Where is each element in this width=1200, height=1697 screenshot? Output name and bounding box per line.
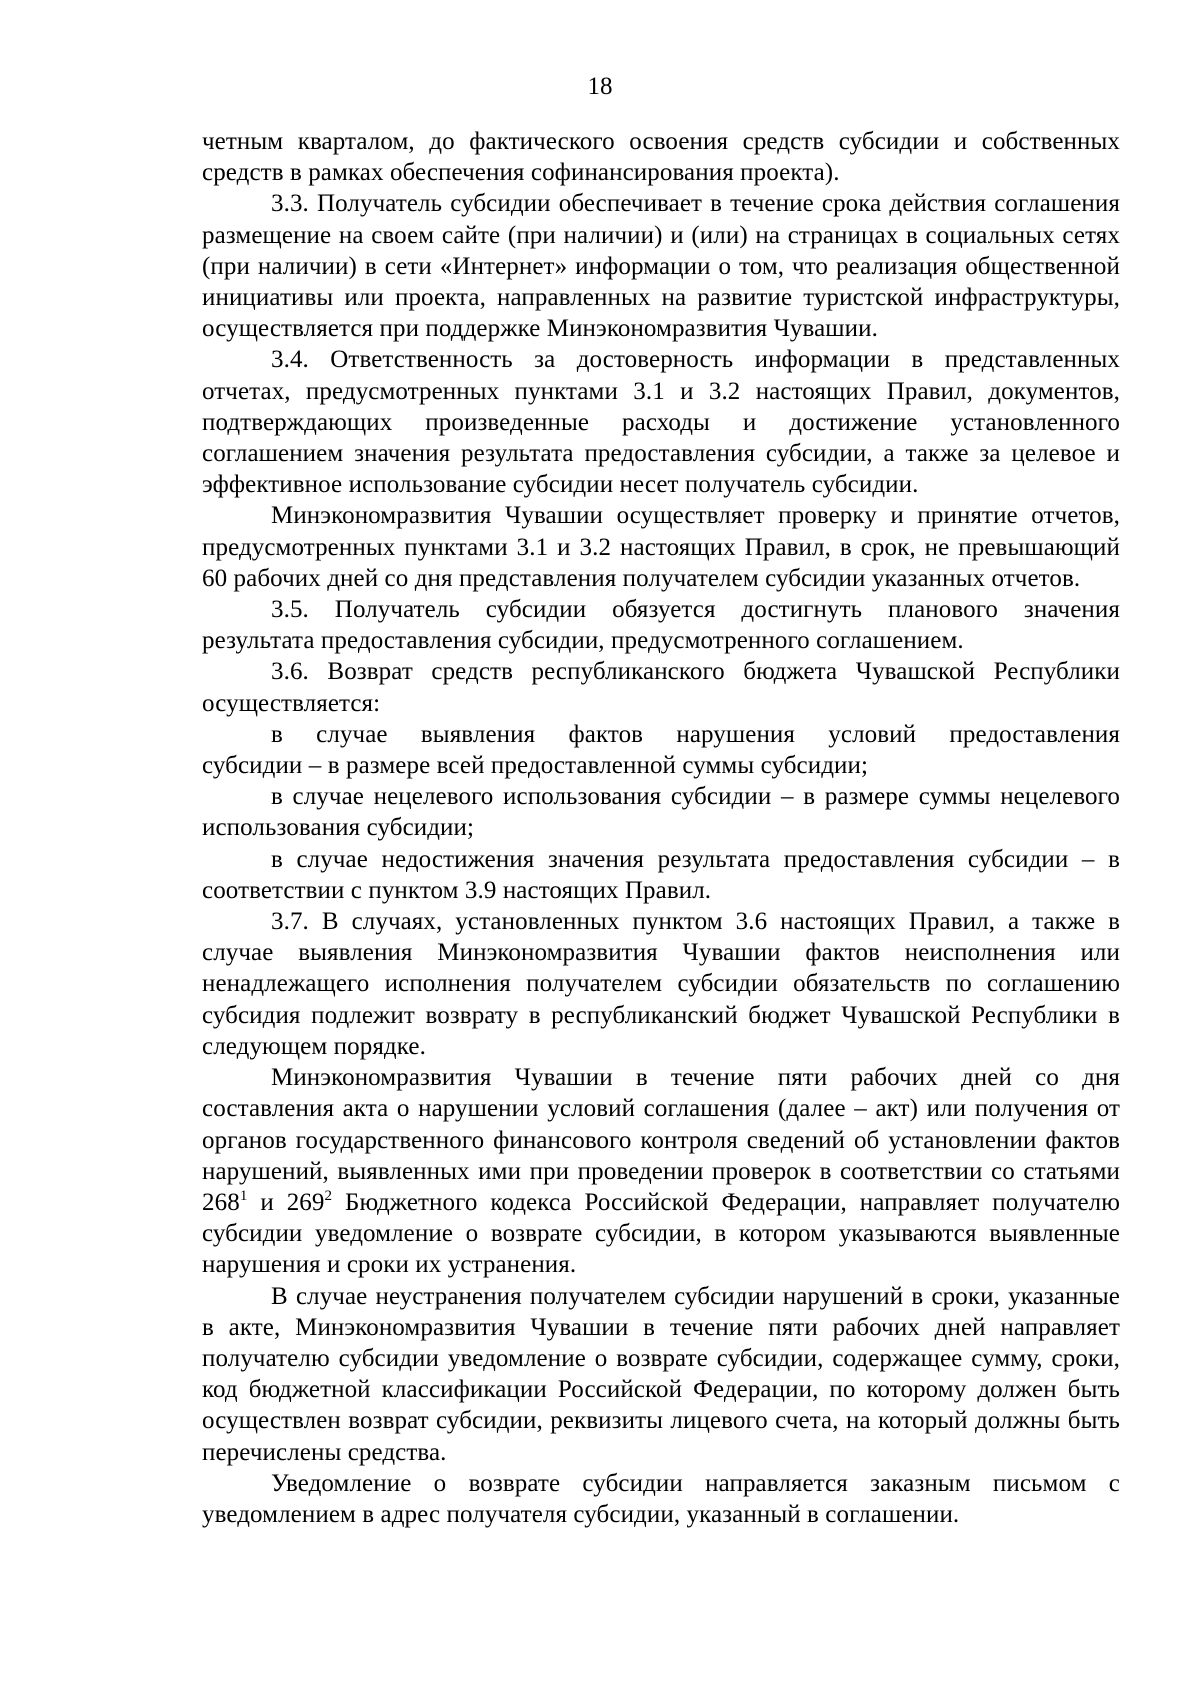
paragraph-nonachievement-case: в случае недостижения значения результата предоставления субсидии – в соответствии с пунктом 3.9 настоящих Правил. [202,845,1120,904]
paragraph-notification [202,1062,1120,1280]
paragraph-notification-text-2: и 269 [247,1188,325,1216]
paragraph-3-5: 3.5. Получатель субсидии обязуется достигнуть планового значения результата предоставления субсидии, предусмотренного соглашением. [202,596,1120,655]
paragraph-violation-case-line1: в случае выявления фактов нарушения условий предоставления [271,720,1120,748]
paragraph-3-7: 3.7. В случаях, установленных пунктом 3.6 настоящих Правил, а также в случае выявления Минэкономразвития Чувашии фактов неисполнения или ненадлежащего исполнения получателем субсидии обязательств по соглашению субсидия подлежит возврату в республиканский бюджет Чувашской Республики в следующем порядке. [202,908,1120,1060]
page-number: 18 [587,73,613,100]
paragraph-3-3: 3.3. Получатель субсидии обеспечивает в течение срока действия соглашения размещение на своем сайте (при наличии) и (или) на страницах в социальных сетях (при наличии) в сети «Интернет» информации о том, что реализация общественной инициативы или проекта, направленных на развитие туристской инфраструктуры, осуществляется при поддержке Минэкономразвития Чувашии. [202,190,1120,343]
paragraph-notification-text-3: Бюджетного кодекса Российской Федерации, направляет получателю субсидии уведомление о возврате субсидии, в котором указываются выявленные нарушения и сроки их устранения. [202,1188,1120,1279]
footnote-ref-1: 1 [239,1187,248,1204]
paragraph-notification-text-1: Минэкономразвития Чувашии в течение пяти рабочих дней со дня составления акта о нарушении условий соглашения (далее – акт) или получения от органов государственного финансового контроля сведений об установлении фактов нарушений, выявленных ими при проведении проверок в соответствии со статьями 268 [202,1064,1120,1216]
footnote-ref-2: 2 [324,1187,333,1204]
document-body [202,126,1120,1530]
paragraph-non-elimination: В случае неустранения получателем субсидии нарушений в сроки, указанные в акте, Минэкономразвития Чувашии в течение пяти рабочих дней направляет получателю субсидии уведомление о возврате субсидии, содержащее сумму, сроки, код бюджетной классификации Российской Федерации, по которому должен быть осуществлен возврат субсидии, реквизиты лицевого счета, на который должны быть перечислены средства. [202,1282,1120,1466]
paragraph-registered-letter: Уведомление о возврате субсидии направляется заказным письмом с уведомлением в адрес получателя субсидии, указанный в соглашении. [202,1469,1120,1528]
paragraph-violation-case-line2: субсидии – в размере всей предоставленной суммы субсидии; [202,752,869,780]
paragraph-3-4: 3.4. Ответственность за достоверность информации в представленных отчетах, предусмотренных пунктами 3.1 и 3.2 настоящих Правил, документов, подтверждающих произведенные расходы и достижение установленного соглашением значения результата предоставления субсидии, а также за целевое и эффективное использование субсидии несет получатель субсидии. [202,346,1120,499]
paragraph-misuse-case: в случае нецелевого использования субсидии – в размере суммы нецелевого использования субсидии; [202,783,1120,842]
paragraph-continuation: четным кварталом, до фактического освоения средств субсидии и собственных средств в рамках обеспечения софинансирования проекта). [202,128,1120,187]
paragraph-3-6: 3.6. Возврат средств республиканского бюджета Чувашской Республики осуществляется: [202,658,1120,717]
paragraph-report-check: Минэкономразвития Чувашии осуществляет проверку и принятие отчетов, предусмотренных пунктами 3.1 и 3.2 настоящих Правил, в срок, не превышающий 60 рабочих дней со дня представления получателем субсидии указанных отчетов. [202,502,1120,592]
